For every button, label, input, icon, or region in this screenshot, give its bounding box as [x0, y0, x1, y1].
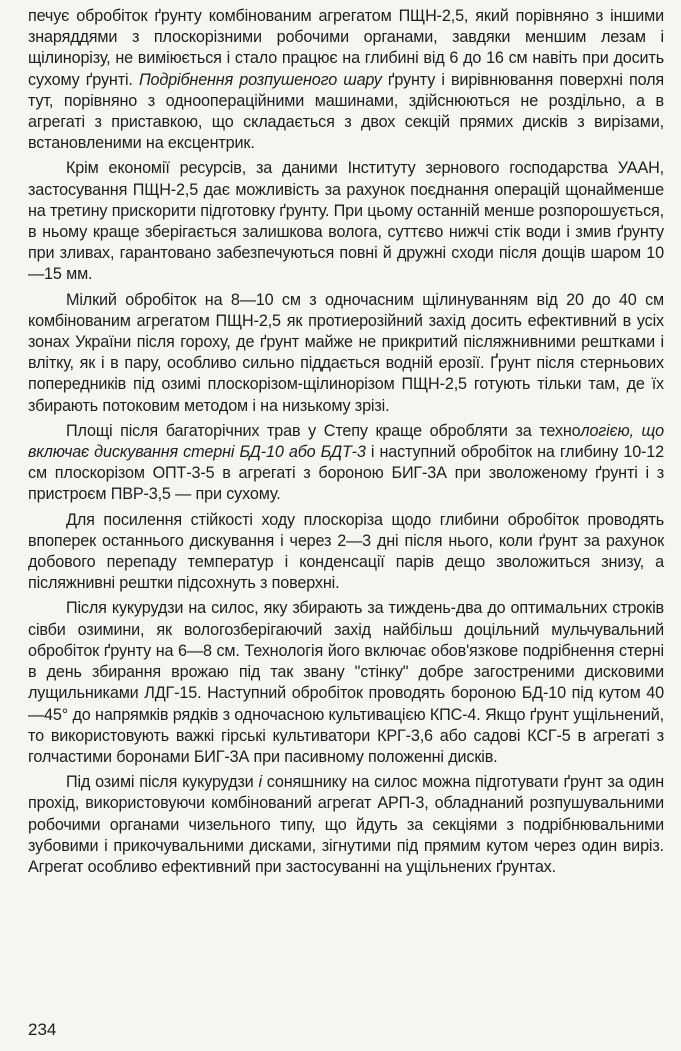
paragraph — [28, 510, 664, 595]
paragraph — [28, 421, 664, 506]
paragraph — [28, 772, 664, 878]
italic-text: логією, що включає дискування стерні БД-10 або БДТ-3 — [28, 421, 664, 462]
italic-text: і — [258, 773, 262, 792]
text-segment: Під озимі після кукурудзи — [66, 773, 259, 792]
paragraph — [28, 598, 664, 768]
text-segment: печує обробіток ґрунту комбінованим агрегатом ПЩН-2,5, який порівняно з іншими знаряддями з плоскорізними робочими органами, завдяки меншим лезам і щілинорізу, не виміюється і стало працює на глибині від 6 до 16 см навіть при досить сухому ґрунті. — [28, 7, 664, 89]
italic-text: Подрібнення розпушеного шару — [138, 70, 382, 89]
text-segment: Мілкий обробіток на 8—10 см з одночасним щілинуванням від 20 до 40 см комбінованим агрегатом ПЩН-2,5 як протиерозійний захід досить ефективний в усіх зонах України після гороху, де ґрунт майже не прикритий післяжнивними рештками і влітку, як і в пару, особливо сильно піддається водній ерозії. Ґрунт після стерньових попередників під озимі плоскорізом-щілинорізом ПЩН-2,5 готують тільки там, де їх збирають потоковим методом і на низькому зрізі. — [28, 290, 664, 415]
page-number: 234 — [28, 1020, 57, 1039]
text-segment: Площі після багаторічних трав у Степу краще обробляти за техно — [66, 421, 581, 440]
body-text — [28, 6, 664, 882]
paragraph — [28, 158, 664, 285]
text-segment: Після кукурудзи на силос, яку збирають за тиждень-два до оптимальних строків сівби озимини, як вологозберігаючий захід найбільш доцільний мульчувальний обробіток ґрунту на 6—8 см. Технологія його включає обов'язкове подрібнення стерні в день збирання врожаю під так звану "стінку" добре загостреними дисковими лущильниками ЛДГ-15. Наступний обробіток проводять бороною БД-10 під кутом 40—45° до напрямків рядків з одночасною культивацією КПС-4. Якщо ґрунт ущільнений, то використовують важкі гірські культиватори КРГ-3,6 або садові КСГ-5 в агрегаті з голчастими боронами БИГ-3А при пасивному положенні дисків. — [28, 599, 664, 766]
text-segment: Для посилення стійкості ходу плоскоріза щодо глибини обробіток проводять впоперек останнього дискування і через 2—3 дні після нього, коли ґрунт за рахунок добового перепаду температур і конденсації парів дещо зволожиться знизу, а післяжнивні рештки підсохнуть з поверхні. — [28, 510, 664, 593]
paragraph — [28, 6, 664, 154]
text-segment: Крім економії ресурсів, за даними Інституту зернового господарства УААН, застосування ПЩН-2,5 дає можливість за рахунок поєднання операцій щонайменше на третину прискорити підготовку ґрунту. При цьому останній менше розпорошується, в ньому краще зберігається залишкова волога, суттєво нижчі стік води і змив ґрунту при зливах, гарантовано забезпечуються повні й дружні сходи після дощів шаром 10—15 мм. — [28, 159, 664, 284]
text-segment: ґрунту і вирівнювання поверхні поля тут, порівняно з одноопераційними машинами, здійснюються не роздільно, а в агрегаті з приставкою, що складається з двох секцій прямих дисків з вирізами, встановленими на ексцентрик. — [28, 70, 664, 153]
text-segment: соняшнику на силос можна підготувати ґрунт за один прохід, використовуючи комбінований агрегат АРП-3, обладнаний розпушувальними робочими органами чизельного типу, що йдуть за секціями з подрібнювальними зубовими і прикочувальними дисками, зігнутими під прямим кутом через один виріз. Агрегат особливо ефективний при застосуванні на ущільнених ґрунтах. — [28, 773, 665, 876]
text-segment: і наступний обробіток на глибину 10-12 см плоскорізом ОПТ-3-5 в агрегаті з бороною БИГ-3А при зволоженому ґрунті і з пристроєм ПВР-3,5 — при сухому. — [28, 443, 665, 504]
paragraph — [28, 290, 664, 417]
